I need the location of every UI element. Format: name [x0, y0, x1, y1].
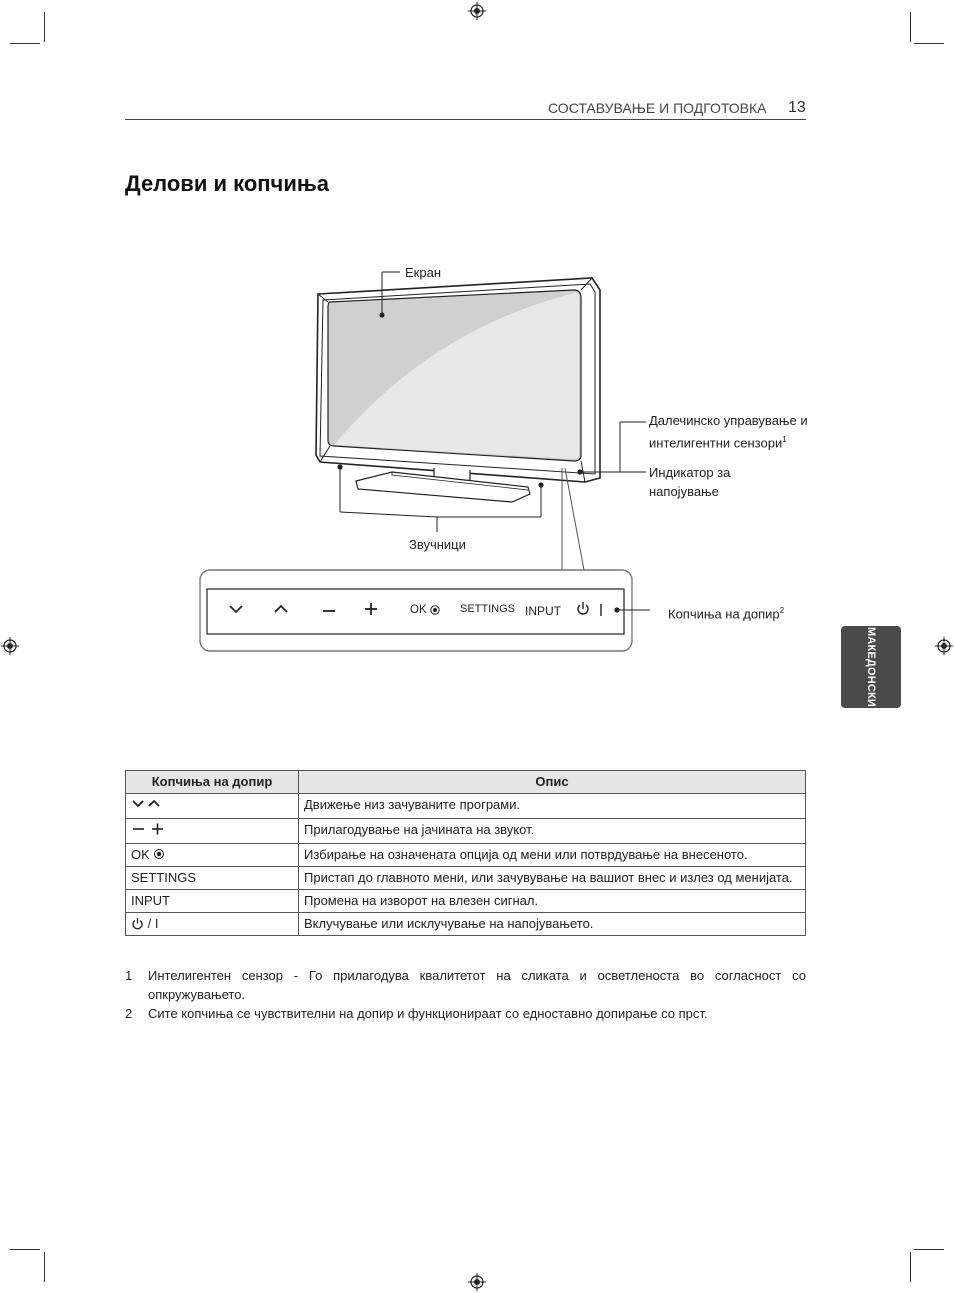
- description-cell: Пристап до главното мени, или зачувување на вашиот внес и излез од менијата.: [299, 867, 806, 890]
- panel-input-label: INPUT: [525, 604, 561, 618]
- crop-mark: [44, 12, 45, 42]
- language-tab: [841, 626, 901, 708]
- panel-ok-label: OK: [410, 604, 427, 616]
- minus-plus-icon: [131, 822, 171, 836]
- footnote-ref: 1: [782, 435, 787, 444]
- description-cell: Вклучување или исклучување на напојувањето.: [299, 913, 806, 936]
- registration-mark-icon: [935, 637, 953, 655]
- crop-mark: [44, 1252, 45, 1282]
- crop-mark: [10, 43, 40, 44]
- touch-buttons-label-text: Копчиња на допир: [668, 606, 780, 622]
- table-row: [126, 890, 806, 913]
- crop-mark: [10, 1249, 40, 1250]
- description-cell: Промена на изворот на влезен сигнал.: [299, 890, 806, 913]
- table-row: [126, 844, 806, 867]
- footnote: [125, 1004, 806, 1024]
- table-row: [126, 819, 806, 844]
- ok-dot-icon: [153, 848, 165, 860]
- button-name: / I: [147, 916, 159, 931]
- power-indicator-label: Индикатор за напојување: [649, 465, 731, 499]
- footnote-ref: 2: [779, 606, 785, 615]
- touch-buttons-label: [668, 601, 784, 623]
- button-cell: [126, 913, 299, 936]
- touch-buttons-table: [125, 770, 806, 936]
- footnote: [125, 966, 806, 1006]
- screen-label: Екран: [405, 265, 441, 280]
- button-cell: [126, 819, 299, 844]
- description-cell: Движење низ зачуваните програми.: [299, 794, 806, 819]
- footnote-text: Интелигентен сензор - Го прилагодува квалитетот на сликата и осветленоста во согласност со опкружувањето.: [148, 968, 806, 1002]
- registration-mark-icon: [468, 2, 486, 20]
- panel-power-label: [590, 602, 591, 603]
- table-header-row: [126, 771, 806, 794]
- button-cell: [126, 844, 299, 867]
- table-header-cell: Опис: [299, 771, 806, 794]
- registration-mark-icon: [468, 1273, 486, 1291]
- table-row: [126, 794, 806, 819]
- description-cell: Избирање на означената опција од мени или потврдување на внесеното.: [299, 844, 806, 867]
- button-cell: [126, 794, 299, 819]
- table-header-cell: Копчиња на допир: [126, 771, 299, 794]
- footnote-text: Сите копчиња се чувствителни на допир и функционираат со едноставно допирање со прст.: [148, 1006, 708, 1021]
- button-cell: SETTINGS: [126, 867, 299, 890]
- header-divider: [125, 119, 806, 120]
- button-name: OK: [131, 847, 150, 862]
- crop-mark: [914, 1249, 944, 1250]
- button-cell: INPUT: [126, 890, 299, 913]
- tv-diagram: [190, 260, 650, 660]
- description-cell: Прилагодување на јачината на звукот.: [299, 819, 806, 844]
- crop-mark: [910, 1252, 911, 1282]
- power-icon: [131, 917, 144, 930]
- section-title: СОСТАВУВАЊЕ И ПОДГОТОВКА: [548, 100, 767, 116]
- page-title: Делови и копчиња: [125, 171, 330, 196]
- table-row: [126, 913, 806, 936]
- footnote-number: 1: [125, 968, 133, 983]
- table-row: [126, 867, 806, 890]
- speakers-label: Звучници: [409, 537, 466, 552]
- crop-mark: [914, 43, 944, 44]
- page-number: 13: [788, 99, 806, 116]
- footnote-number: 2: [125, 1006, 133, 1021]
- remote-sensor-label-text: Далечинско управување и интелигентни сензори: [649, 413, 808, 451]
- language-tab-label: МАКЕДОНСКИ: [865, 626, 877, 708]
- panel-settings-label: SETTINGS: [460, 603, 516, 615]
- remote-sensor-label: [649, 411, 834, 452]
- registration-mark-icon: [1, 637, 19, 655]
- crop-mark: [910, 12, 911, 42]
- chevron-down-up-icon: [131, 797, 171, 811]
